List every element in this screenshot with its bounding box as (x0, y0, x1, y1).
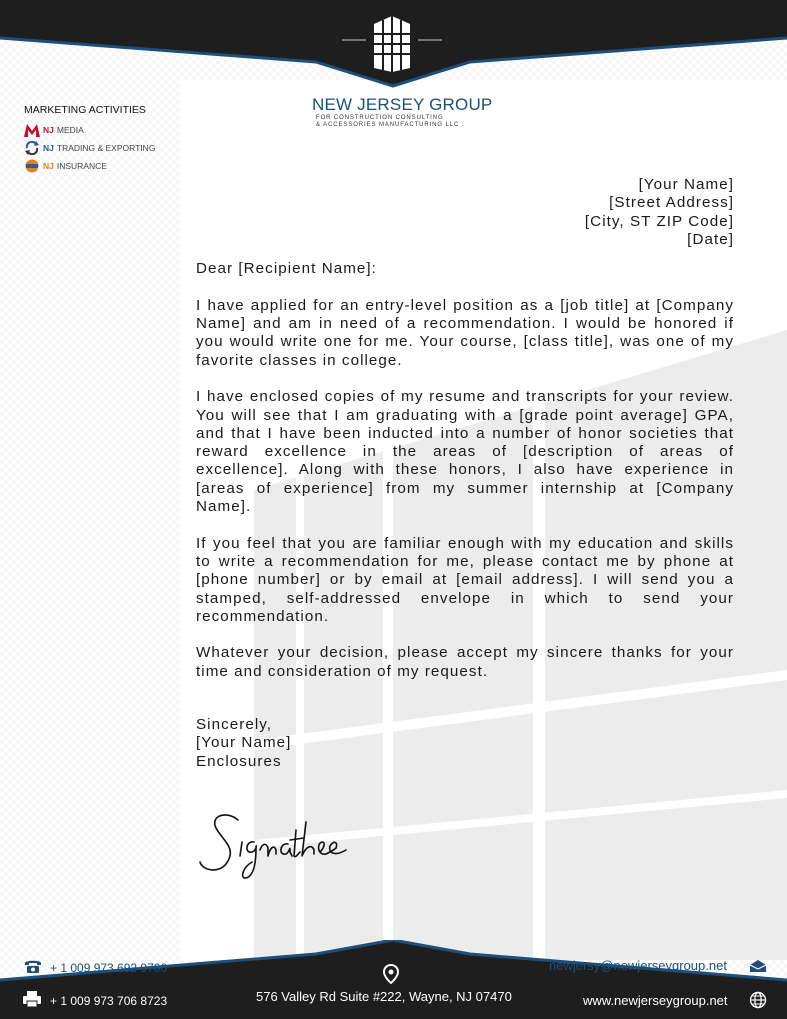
handwritten-signature (196, 808, 356, 882)
sender-name: [Your Name] (638, 176, 734, 193)
activity-prefix: NJ (43, 143, 54, 153)
insurance-logo-icon (24, 159, 40, 173)
activities-title: MARKETING ACTIVITIES (24, 104, 146, 116)
footer-phone: + 1 009 973 692 9700 (50, 961, 168, 975)
sender-street: [Street Address] (609, 194, 734, 212)
paragraph: I have applied for an entry-level position as a [job title] at [Company Name] and am in need of a recommendation. I would be honored if you would write one for me. Your course, [class title], was one of my favorite classes in college. (196, 296, 734, 369)
phone-icon (24, 958, 42, 974)
mail-icon (749, 959, 767, 973)
brand-tagline-1: FOR CONSTRUCTION CONSULTING (316, 115, 444, 121)
fax-icon (22, 990, 42, 1008)
footer-address: 576 Valley Rd Suite #222, Wayne, NJ 07470 (256, 989, 512, 1004)
signer-name: [Your Name] (196, 734, 292, 752)
activity-label: TRADING & EXPORTING (56, 143, 156, 153)
paragraph: If you feel that you are familiar enough with my education and skills to write a recommendation for me, please contact me by phone at [phone number] or by email at [email address]. I will send you a stamped, self-addressed envelope in which to send your recommendation. (196, 534, 734, 625)
activity-item (24, 121, 184, 139)
activity-prefix: NJ (43, 161, 54, 171)
paragraph: Whatever your decision, please accept my sincere thanks for your time and consideration of my request. (196, 644, 734, 680)
footer-email[interactable]: newjersy@newjerseygroup.net (549, 958, 727, 973)
brand-tagline-2: & ACCESSORIES MANUFACTURING LLC . (316, 122, 465, 128)
sender-address (196, 176, 734, 249)
closing: Sincerely, (196, 716, 273, 734)
footer-website[interactable]: www.newjerseygroup.net (583, 993, 728, 1008)
salutation: Dear [Recipient Name]: (196, 260, 377, 278)
brand-block (312, 95, 512, 129)
building-logo-icon (366, 16, 418, 72)
enclosures: Enclosures (196, 752, 282, 770)
footer-fax: + 1 009 973 706 8723 (50, 994, 168, 1008)
marketing-activities (24, 104, 184, 175)
globe-icon (749, 991, 767, 1009)
activity-prefix: NJ (43, 125, 54, 135)
brand-name: NEW JERSEY GROUP (312, 95, 493, 114)
activity-item (24, 157, 184, 175)
media-logo-icon (24, 123, 40, 137)
letter-date: [Date] (687, 230, 734, 248)
location-pin-icon (383, 964, 399, 984)
activity-label: INSURANCE (56, 161, 107, 171)
paragraph: I have enclosed copies of my resume and transcripts for your review. You will see that I am graduating with a [grade point average] GPA, and that I have been inducted into a number of honor societies that reward excellence in the areas of [description of areas of excellence]. Along with these honors, I also have experience in [areas of experience] from my summer internship at [Company Name]. (196, 388, 734, 516)
activity-label: MEDIA (56, 125, 84, 135)
sender-city: [City, ST ZIP Code] (584, 212, 734, 230)
trading-logo-icon (24, 141, 40, 155)
letter-body (196, 176, 734, 771)
activity-item (24, 139, 184, 157)
